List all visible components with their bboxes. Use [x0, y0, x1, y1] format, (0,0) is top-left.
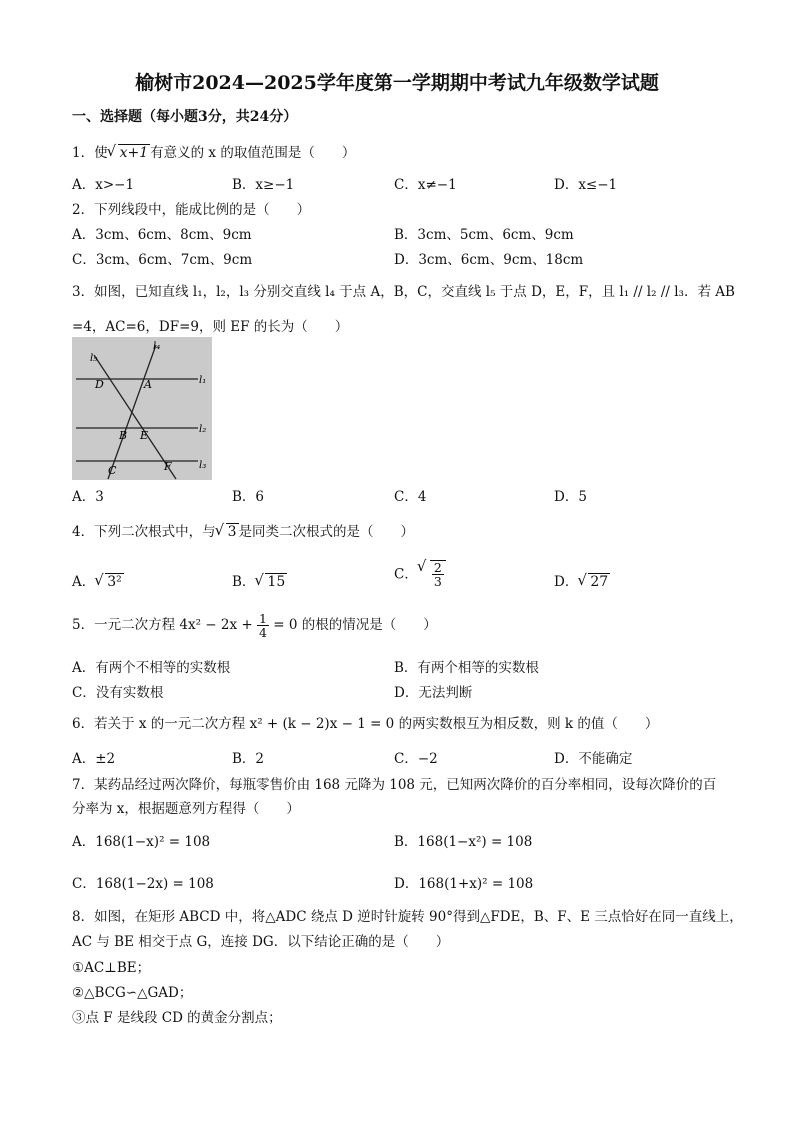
q4-a-sqrt: [95, 574, 124, 590]
question-7-line2: 分率为 x，根据题意列方程得（ ）: [72, 801, 300, 817]
q6-option-b: B．2: [232, 751, 265, 767]
q4-stem-radicand: 3: [227, 524, 237, 540]
q4-option-c: [394, 560, 446, 588]
question-8-line2: AC 与 BE 相交于点 G，连接 DG．以下结论正确的是（ ）: [72, 934, 450, 950]
q7-option-c: C．168(1−2x) = 108: [72, 876, 214, 892]
q5-post: = 0 的根的情况是（ ）: [273, 617, 437, 634]
q1-option-b: B．x≥−1: [232, 177, 295, 193]
q4-d-sqrt: [578, 574, 610, 590]
q1-pre: 1．使: [72, 145, 108, 161]
q1-sqrt: [108, 145, 151, 161]
q5-fraction: [257, 612, 269, 639]
q4-d-label: D．: [554, 574, 579, 590]
q6-option-d: D．不能确定: [554, 751, 633, 767]
exam-title: 榆树市2024—2025学年度第一学期期中考试九年级数学试题: [135, 72, 659, 94]
q4-c-label: C．: [394, 566, 418, 583]
q5-option-c: C．没有实数根: [72, 685, 164, 701]
label-l3: l₃: [199, 460, 207, 471]
q4-c-sqrt: [418, 560, 446, 588]
q4-d-radicand: 27: [590, 574, 609, 590]
question-1-stem: [72, 141, 355, 161]
label-point-c: C: [108, 464, 117, 477]
q7-option-d: D．168(1+x)² = 108: [394, 876, 534, 892]
q3-option-d: D．5: [554, 489, 587, 505]
q4-stem-post: 是同类二次根式的是（ ）: [238, 524, 415, 540]
q5-pre: 5．一元二次方程 4x² − 2x +: [72, 617, 253, 634]
question-4-stem: [72, 520, 414, 540]
label-l2: l₂: [199, 424, 207, 435]
question-6-stem: 6．若关于 x 的一元二次方程 x² + (k − 2)x − 1 = 0 的两实数根互为相反数，则 k 的值（ ）: [72, 716, 659, 732]
q7-option-b: B．168(1−x²) = 108: [394, 834, 533, 850]
label-l1: l₁: [199, 375, 207, 386]
q4-a-label: A．: [72, 574, 96, 590]
q6-option-c: C．−2: [394, 751, 438, 767]
q1-option-a: A．x>−1: [72, 177, 135, 193]
q5-option-a: A．有两个不相等的实数根: [72, 660, 231, 676]
q4-stem-pre: 4．下列二次根式中，与: [72, 524, 216, 540]
q4-b-label: B．: [232, 574, 256, 590]
q4-b-sqrt: [255, 574, 287, 590]
q8-statement-2: ②△BCG∽△GAD；: [72, 985, 193, 1001]
q4-c-numerator: √ 2: [433, 560, 442, 575]
q4-c-denominator: 3: [433, 574, 442, 590]
parallel-lines-figure: [72, 337, 212, 480]
q4-option-a: [72, 570, 124, 590]
q4-option-b: [232, 570, 287, 590]
q5-option-d: D．无法判断: [394, 685, 473, 701]
q3-option-b: B．6: [232, 489, 265, 505]
label-l5: l₅: [90, 353, 98, 364]
label-l4: l₄: [153, 341, 161, 352]
label-point-d: D: [95, 378, 104, 391]
q5-frac-num: 1: [259, 611, 267, 626]
label-point-e: E: [140, 429, 149, 442]
q3-option-a: A．3: [72, 489, 104, 505]
q8-statement-1: ①AC⊥BE；: [72, 960, 151, 976]
label-point-a: A: [144, 378, 152, 391]
q6-option-a: A．±2: [72, 751, 116, 767]
q4-a-radicand: 3²: [107, 574, 122, 590]
q8-statement-3: ③点 F 是线段 CD 的黄金分割点；: [72, 1010, 282, 1026]
q5-frac-den: 4: [259, 625, 267, 641]
q1-option-c: C．x≠−1: [394, 177, 457, 193]
q2-option-c: C．3cm、6cm、7cm、9cm: [72, 252, 253, 268]
question-7-line1: 7．某药品经过两次降价，每瓶零售价由 168 元降为 108 元，已知两次降价的百分率相同，设每次降价的百: [72, 777, 717, 793]
q5-option-b: B．有两个相等的实数根: [394, 660, 539, 676]
q3-option-c: C．4: [394, 489, 427, 505]
q4-option-d: [554, 570, 610, 590]
q1-option-d: D．x≤−1: [554, 177, 618, 193]
question-8-line1: 8．如图，在矩形 ABCD 中，将△ADC 绕点 D 逆时针旋转 90°得到△FDE，B、F、E 三点恰好在同一直线上，: [72, 909, 743, 925]
figure-svg: [72, 337, 212, 480]
question-5-stem: [72, 612, 437, 639]
q7-option-a: A．168(1−x)² = 108: [72, 834, 211, 850]
section-heading: 一、选择题（每小题3分，共24分）: [72, 109, 298, 125]
q2-option-a: A．3cm、6cm、8cm、9cm: [72, 227, 252, 243]
question-2-stem: 2．下列线段中，能成比例的是（ ）: [72, 202, 311, 218]
question-3-line2: =4，AC=6，DF=9，则 EF 的长为（ ）: [72, 319, 349, 335]
q4-b-radicand: 15: [267, 574, 286, 590]
q2-option-b: B．3cm、5cm、6cm、9cm: [394, 227, 574, 243]
q1-post: 有意义的 x 的取值范围是（ ）: [150, 145, 356, 161]
label-point-b: B: [119, 429, 128, 442]
q1-radicand: x+1: [119, 145, 149, 161]
question-3-line1: 3．如图，已知直线 l₁，l₂，l₃ 分别交直线 l₄ 于点 A，B，C，交直线 l₅ 于点 D，E，F，且 l₁ // l₂ // l₃．若 AB: [72, 284, 735, 300]
label-point-f: F: [164, 460, 172, 473]
q4-stem-sqrt: [216, 524, 239, 540]
q2-option-d: D．3cm、6cm、9cm、18cm: [394, 252, 584, 268]
